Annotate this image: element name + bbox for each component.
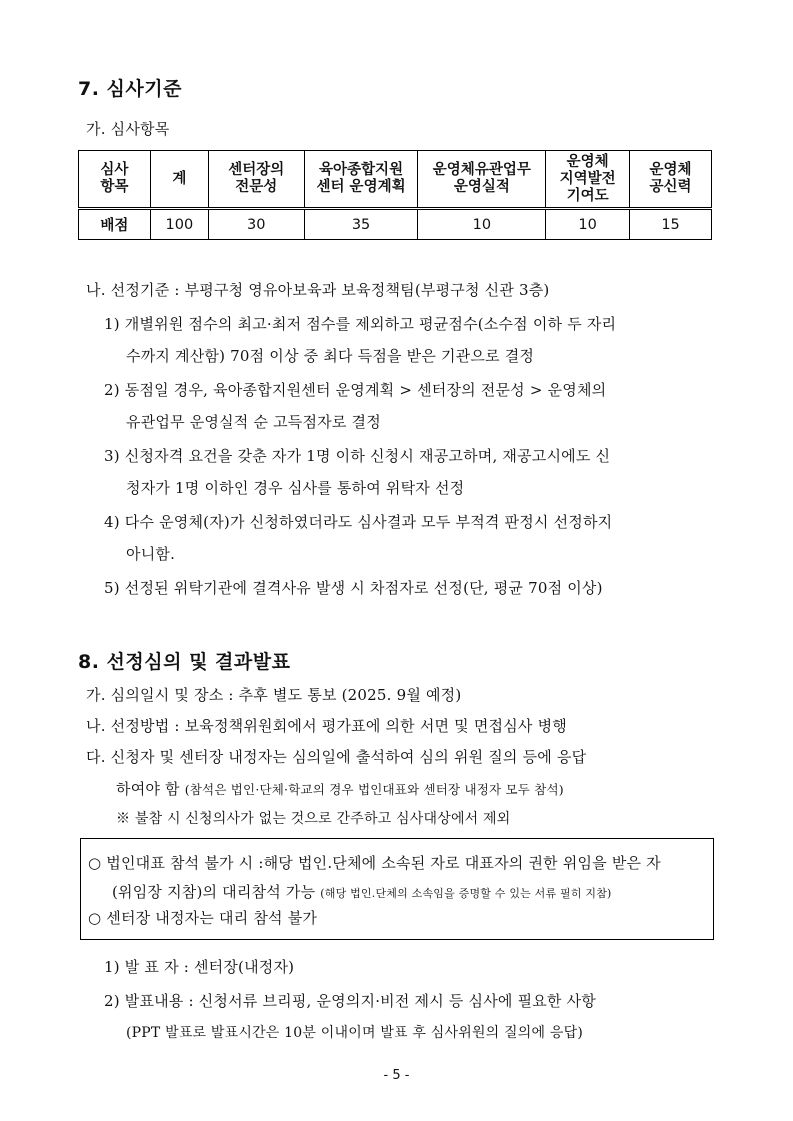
table-header-cell: 운영체 공신력 <box>630 151 712 209</box>
table-cell: 100 <box>150 209 208 240</box>
section-8-c-line-1: 다. 신청자 및 센터장 내정자는 심의일에 출석하여 심의 위원 질의 등에 응답 <box>86 748 587 766</box>
table-row <box>79 209 712 240</box>
table-header-cell: 센터장의 전문성 <box>208 151 304 209</box>
section-8-b: 나. 선정방법 : 보육정책위원회에서 평가표에 의한 서면 및 면접심사 병행 <box>86 717 567 735</box>
presenter-line: 1) 발 표 자 : 센터장(내정자) <box>104 958 295 976</box>
criteria-item-1-line-1: 1) 개별위원 점수의 최고·최저 점수를 제외하고 평균점수(소수점 이하 두 자리 <box>104 315 617 333</box>
row-label-cell: 배점 <box>79 209 151 240</box>
criteria-item-5-line-1: 5) 선정된 위탁기관에 결격사유 발생 시 차점자로 선정(단, 평균 70점 이상) <box>104 579 603 597</box>
selection-criteria-heading: 나. 선정기준 : 부평구청 영유아보육과 보육정책팀(부평구청 신관 3층) <box>86 281 550 299</box>
section-8-title: 8. 선정심의 및 결과발표 <box>78 651 291 673</box>
table-header-cell: 심사 항목 <box>79 151 151 209</box>
criteria-item-1-line-2: 수까지 계산함) 70점 이상 중 최다 득점을 받은 기관으로 결정 <box>126 347 535 365</box>
page-number: - 5 - <box>383 1068 410 1083</box>
section-8-c-note: (참석은 법인·단체·학교의 경우 법인대표와 센터장 내정자 모두 참석) <box>184 782 564 797</box>
table-header-cell: 운영체유관업무 운영실적 <box>418 151 546 209</box>
section-8-a: 가. 심의일시 및 장소 : 추후 별도 통보 (2025. 9월 예정) <box>86 686 462 704</box>
table-cell: 35 <box>304 209 418 240</box>
table-cell: 15 <box>630 209 712 240</box>
notice-line-2-main: (위임장 지참)의 대리참석 가능 <box>112 883 321 901</box>
section-7-a-label: 가. 심사항목 <box>86 120 170 138</box>
table-header-cell: 운영체 지역발전 기여도 <box>546 151 630 209</box>
section-8-c-line-2 <box>116 778 564 799</box>
notice-line-2-note: (해당 법인.단체의 소속임을 증명할 수 있는 서류 필히 지참) <box>320 887 612 900</box>
criteria-table <box>78 150 712 240</box>
criteria-item-3-line-2: 청자가 1명 이하인 경우 심사를 통하여 위탁자 선정 <box>126 479 465 497</box>
table-header-row <box>79 151 712 209</box>
notice-line-2 <box>112 881 612 902</box>
criteria-item-3-line-1: 3) 신청자격 요건을 갖춘 자가 1명 이하 신청시 재공고하며, 재공고시에도 신 <box>104 447 611 465</box>
criteria-item-4-line-2: 아니함. <box>126 545 176 563</box>
notice-line-1: ○ 법인대표 참석 불가 시 :해당 법인.단체에 소속된 자로 대표자의 권한 위임을 받은 자 <box>88 854 661 872</box>
section-8-c-line-2-main: 하여야 함 <box>116 780 185 798</box>
table-cell: 10 <box>546 209 630 240</box>
criteria-item-4-line-1: 4) 다수 운영체(자)가 신청하였더라도 심사결과 모두 부적격 판정시 선정하지 <box>104 513 613 531</box>
criteria-item-2-line-2: 유관업무 운영실적 순 고득점자로 결정 <box>126 413 381 431</box>
section-7-title: 7. 심사기준 <box>78 78 182 100</box>
presentation-note-line: (PPT 발표로 발표시간은 10분 이내이며 발표 후 심사위원의 질의에 응답) <box>126 1025 583 1041</box>
presentation-content-line: 2) 발표내용 : 신청서류 브리핑, 운영의지·비전 제시 등 심사에 필요한 사항 <box>104 992 596 1010</box>
table-header-cell: 육아종합지원 센터 운영계획 <box>304 151 418 209</box>
table-cell: 30 <box>208 209 304 240</box>
table-cell: 10 <box>418 209 546 240</box>
notice-line-3: ○ 센터장 내정자는 대리 참석 불가 <box>88 909 318 927</box>
table-header-cell: 계 <box>150 151 208 209</box>
absence-note: ※ 불참 시 신청의사가 없는 것으로 간주하고 심사대상에서 제외 <box>116 811 511 827</box>
criteria-item-2-line-1: 2) 동점일 경우, 육아종합지원센터 운영계획 > 센터장의 전문성 > 운영체의 <box>104 381 607 399</box>
